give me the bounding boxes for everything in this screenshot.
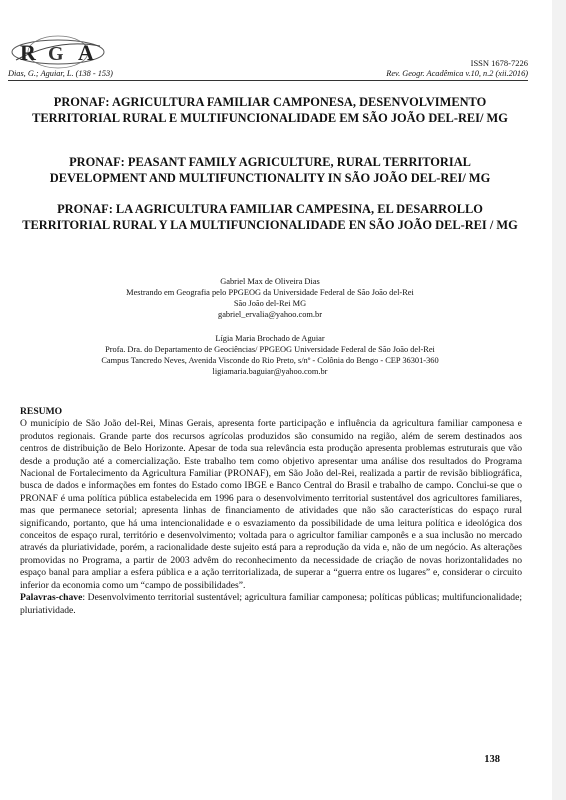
svg-text:G: G [48, 43, 64, 65]
journal-logo [8, 34, 108, 70]
issn: ISSN 1678-7226 [470, 58, 528, 68]
abstract-body: O município de São João del-Rei, Minas Gerais, apresenta forte participação e influência da agricultura familiar camponesa e produtos regionais. Grande parte dos recursos agrícolas produzidos são consumido na região, além de serem destinados aos centros de distribuição de Belo Horizonte. Apesar de toda sua relevância esta produção apresenta problemas estruturais que vão desde a produção até a comercialização. Este trabalho tem como objetivo apresentar uma análise dos resultados do Programa Nacional de Fortalecimento da Agricultura Familiar (PRONAF), em São João del-Rei, realizada a partir de revisão bibliográfica, busca de dados e informações em fontes do Estado como IBGE e Banco Central do Brasil e trabalho de campo. Conclui-se que o PRONAF é uma política pública estabelecida em 1996 para o desenvolvimento territorial sustentável dos agricultores familiares, mas que permanece setorial; apresenta linhas de financiamento de atividades que não são características do espaço rural significando, portanto, que há uma intencionalidade e o esvaziamento da possibilidade de uma leitura política e ideológica dos conceitos de espaço rural, território e desenvolvimento; voltada para o agricultor familiar camponês e a sua inclusão no mercado através da pluriatividade, porém, a racionalidade deste sujeito está para a reprodução da vida e, não de um negócio. As alterações promovidas no Programa, a partir de 2003 advêm do reconhecimento da necessidade de criação de novas horizontalidades no espaço banal para ampliar a esfera pública e a ação territorializada, de superar a “guerra entre os lugares” e, considerar o circuito inferior da economia como um “campo de possibilidades”. [20, 418, 522, 591]
running-header-journal: Rev. Geogr. Acadêmica v.10, n.2 (xii.2016) [386, 69, 528, 78]
title-portuguese: PRONAF: AGRICULTURA FAMILIAR CAMPONESA, DESENVOLVIMENTO TERRITORIAL RURAL E MULTIFUNCIONALIDADE EM SÃO JOÃO DEL-REI/ MG [32, 95, 508, 125]
keywords-list: : Desenvolvimento territorial sustentável; agricultura familiar camponesa; políticas públicas; multifuncionalidade; pluriatividade. [20, 592, 522, 616]
author-affiliation: Mestrando em Geografia pelo PPGEOG da Universidade Federal de São João del-Rei [126, 288, 414, 297]
keywords [20, 592, 522, 617]
author-name: Gabriel Max de Oliveira Dias [220, 277, 320, 286]
author-affiliation-location: São João del-Rei MG [233, 299, 307, 308]
page-edge [552, 0, 566, 800]
author-affiliation: Profa. Dra. do Departamento de Geociências/ PPGEOG Universidade Federal de São João del-Rei [105, 345, 435, 354]
running-header-authors: Dias, G.; Aguiar, L. (138 - 153) [8, 69, 113, 78]
title-english: PRONAF: PEASANT FAMILY AGRICULTURE, RURAL TERRITORIAL DEVELOPMENT AND MULTIFUNCTIONALITY IN SÃO JOÃO DEL-REI/ MG [49, 155, 491, 185]
running-header [8, 68, 528, 81]
title-spanish: PRONAF: LA AGRICULTURA FAMILIAR CAMPESINA, EL DESARROLLO TERRITORIAL RURAL Y LA MULTIFUNCIONALIDADE EN SÃO JOÃO DEL-REI / MG [22, 202, 518, 232]
author-email: ligiamaria.baguiar@yahoo.com.br [212, 367, 328, 376]
svg-text:A: A [78, 40, 94, 65]
page-number: 138 [484, 754, 500, 765]
keywords-label: Palavras-chave [20, 592, 83, 604]
svg-text:R: R [20, 40, 36, 65]
author-affiliation-address: Campus Tancredo Neves, Avenida Visconde do Rio Preto, s/nº - Colônia do Bengo - CEP 36301-360 [101, 356, 439, 365]
abstract-heading: RESUMO [20, 406, 63, 417]
author-email: gabriel_ervalia@yahoo.com.br [218, 310, 322, 319]
author-name: Lígia Maria Brochado de Aguiar [215, 334, 325, 343]
author-block [20, 276, 520, 320]
author-block [20, 333, 520, 377]
abstract [20, 406, 522, 617]
